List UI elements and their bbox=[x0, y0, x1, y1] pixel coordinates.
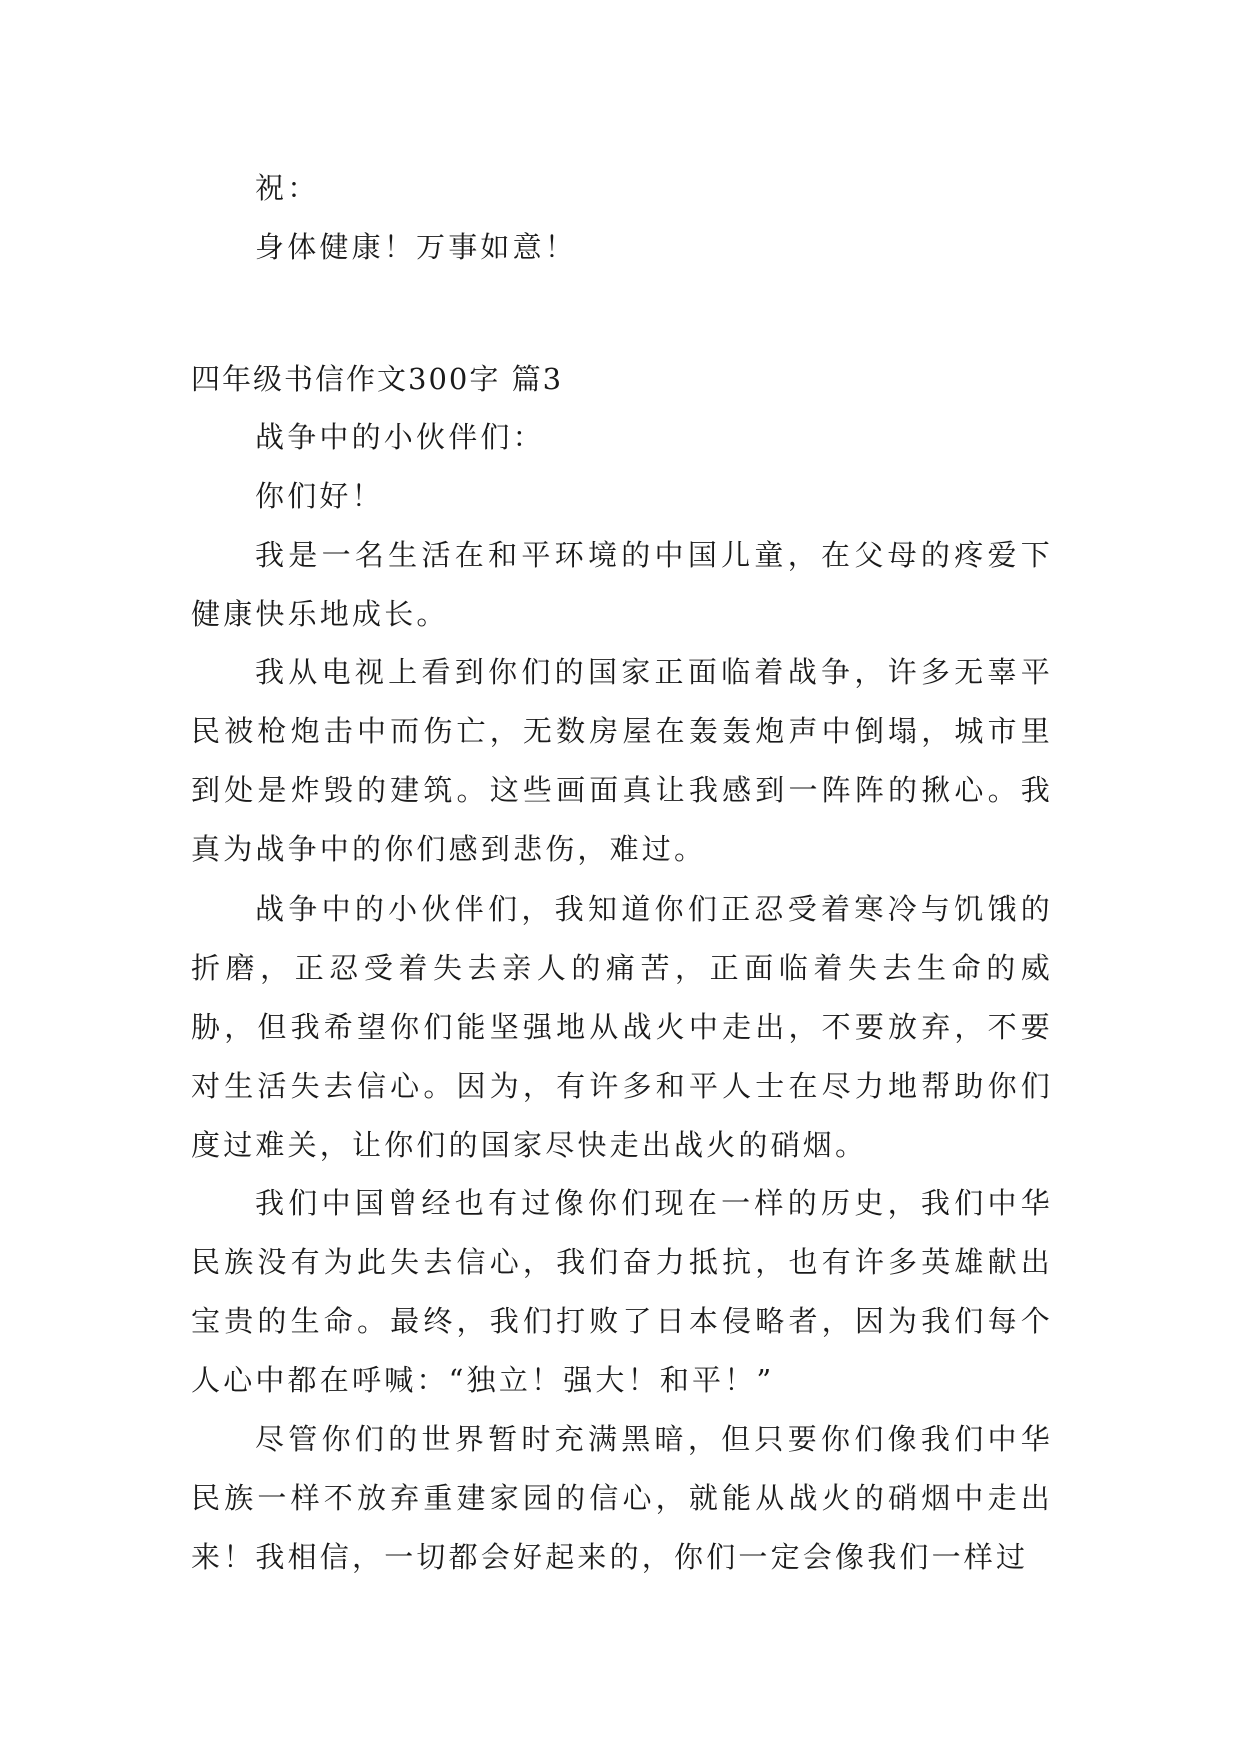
closing-line: 祝： bbox=[255, 171, 320, 205]
paragraph-2: 我从电视上看到你们的国家正面临着战争，许多无辜平民被枪炮击中而伤亡，无数房屋在轰轰炮声中倒塌，城市里到处是炸毁的建筑。这些画面真让我感到一阵阵的揪心。我真为战争中的你们感到悲伤，难过。 bbox=[191, 655, 1053, 866]
paragraph-4: 我们中国曾经也有过像你们现在一样的历史，我们中华民族没有为此失去信心，我们奋力抵抗，也有许多英雄献出宝贵的生命。最终，我们打败了日本侵略者，因为我们每个人心中都在呼喊：“独立！强大！和平！” bbox=[191, 1186, 1053, 1397]
paragraph-3: 战争中的小伙伴们，我知道你们正忍受着寒冷与饥饿的折磨，正忍受着失去亲人的痛苦，正面临着失去生命的威胁，但我希望你们能坚强地从战火中走出，不要放弃，不要对生活失去信心。因为，有许多和平人士在尽力地帮助你们度过难关，让你们的国家尽快走出战火的硝烟。 bbox=[191, 892, 1053, 1162]
greeting: 你们好！ bbox=[255, 479, 384, 513]
paragraph-5: 尽管你们的世界暂时充满黑暗，但只要你们像我们中华民族一样不放弃重建家园的信心，就能从战火的硝烟中走出来！我相信，一切都会好起来的，你们一定会像我们一样过 bbox=[191, 1422, 1053, 1574]
section-title: 四年级书信作文300字 篇3 bbox=[191, 362, 564, 396]
paragraph-1: 我是一名生活在和平环境的中国儿童，在父母的疼爱下健康快乐地成长。 bbox=[191, 538, 1053, 631]
salutation: 战争中的小伙伴们： bbox=[255, 420, 545, 454]
wish-line: 身体健康！万事如意！ bbox=[255, 230, 578, 264]
